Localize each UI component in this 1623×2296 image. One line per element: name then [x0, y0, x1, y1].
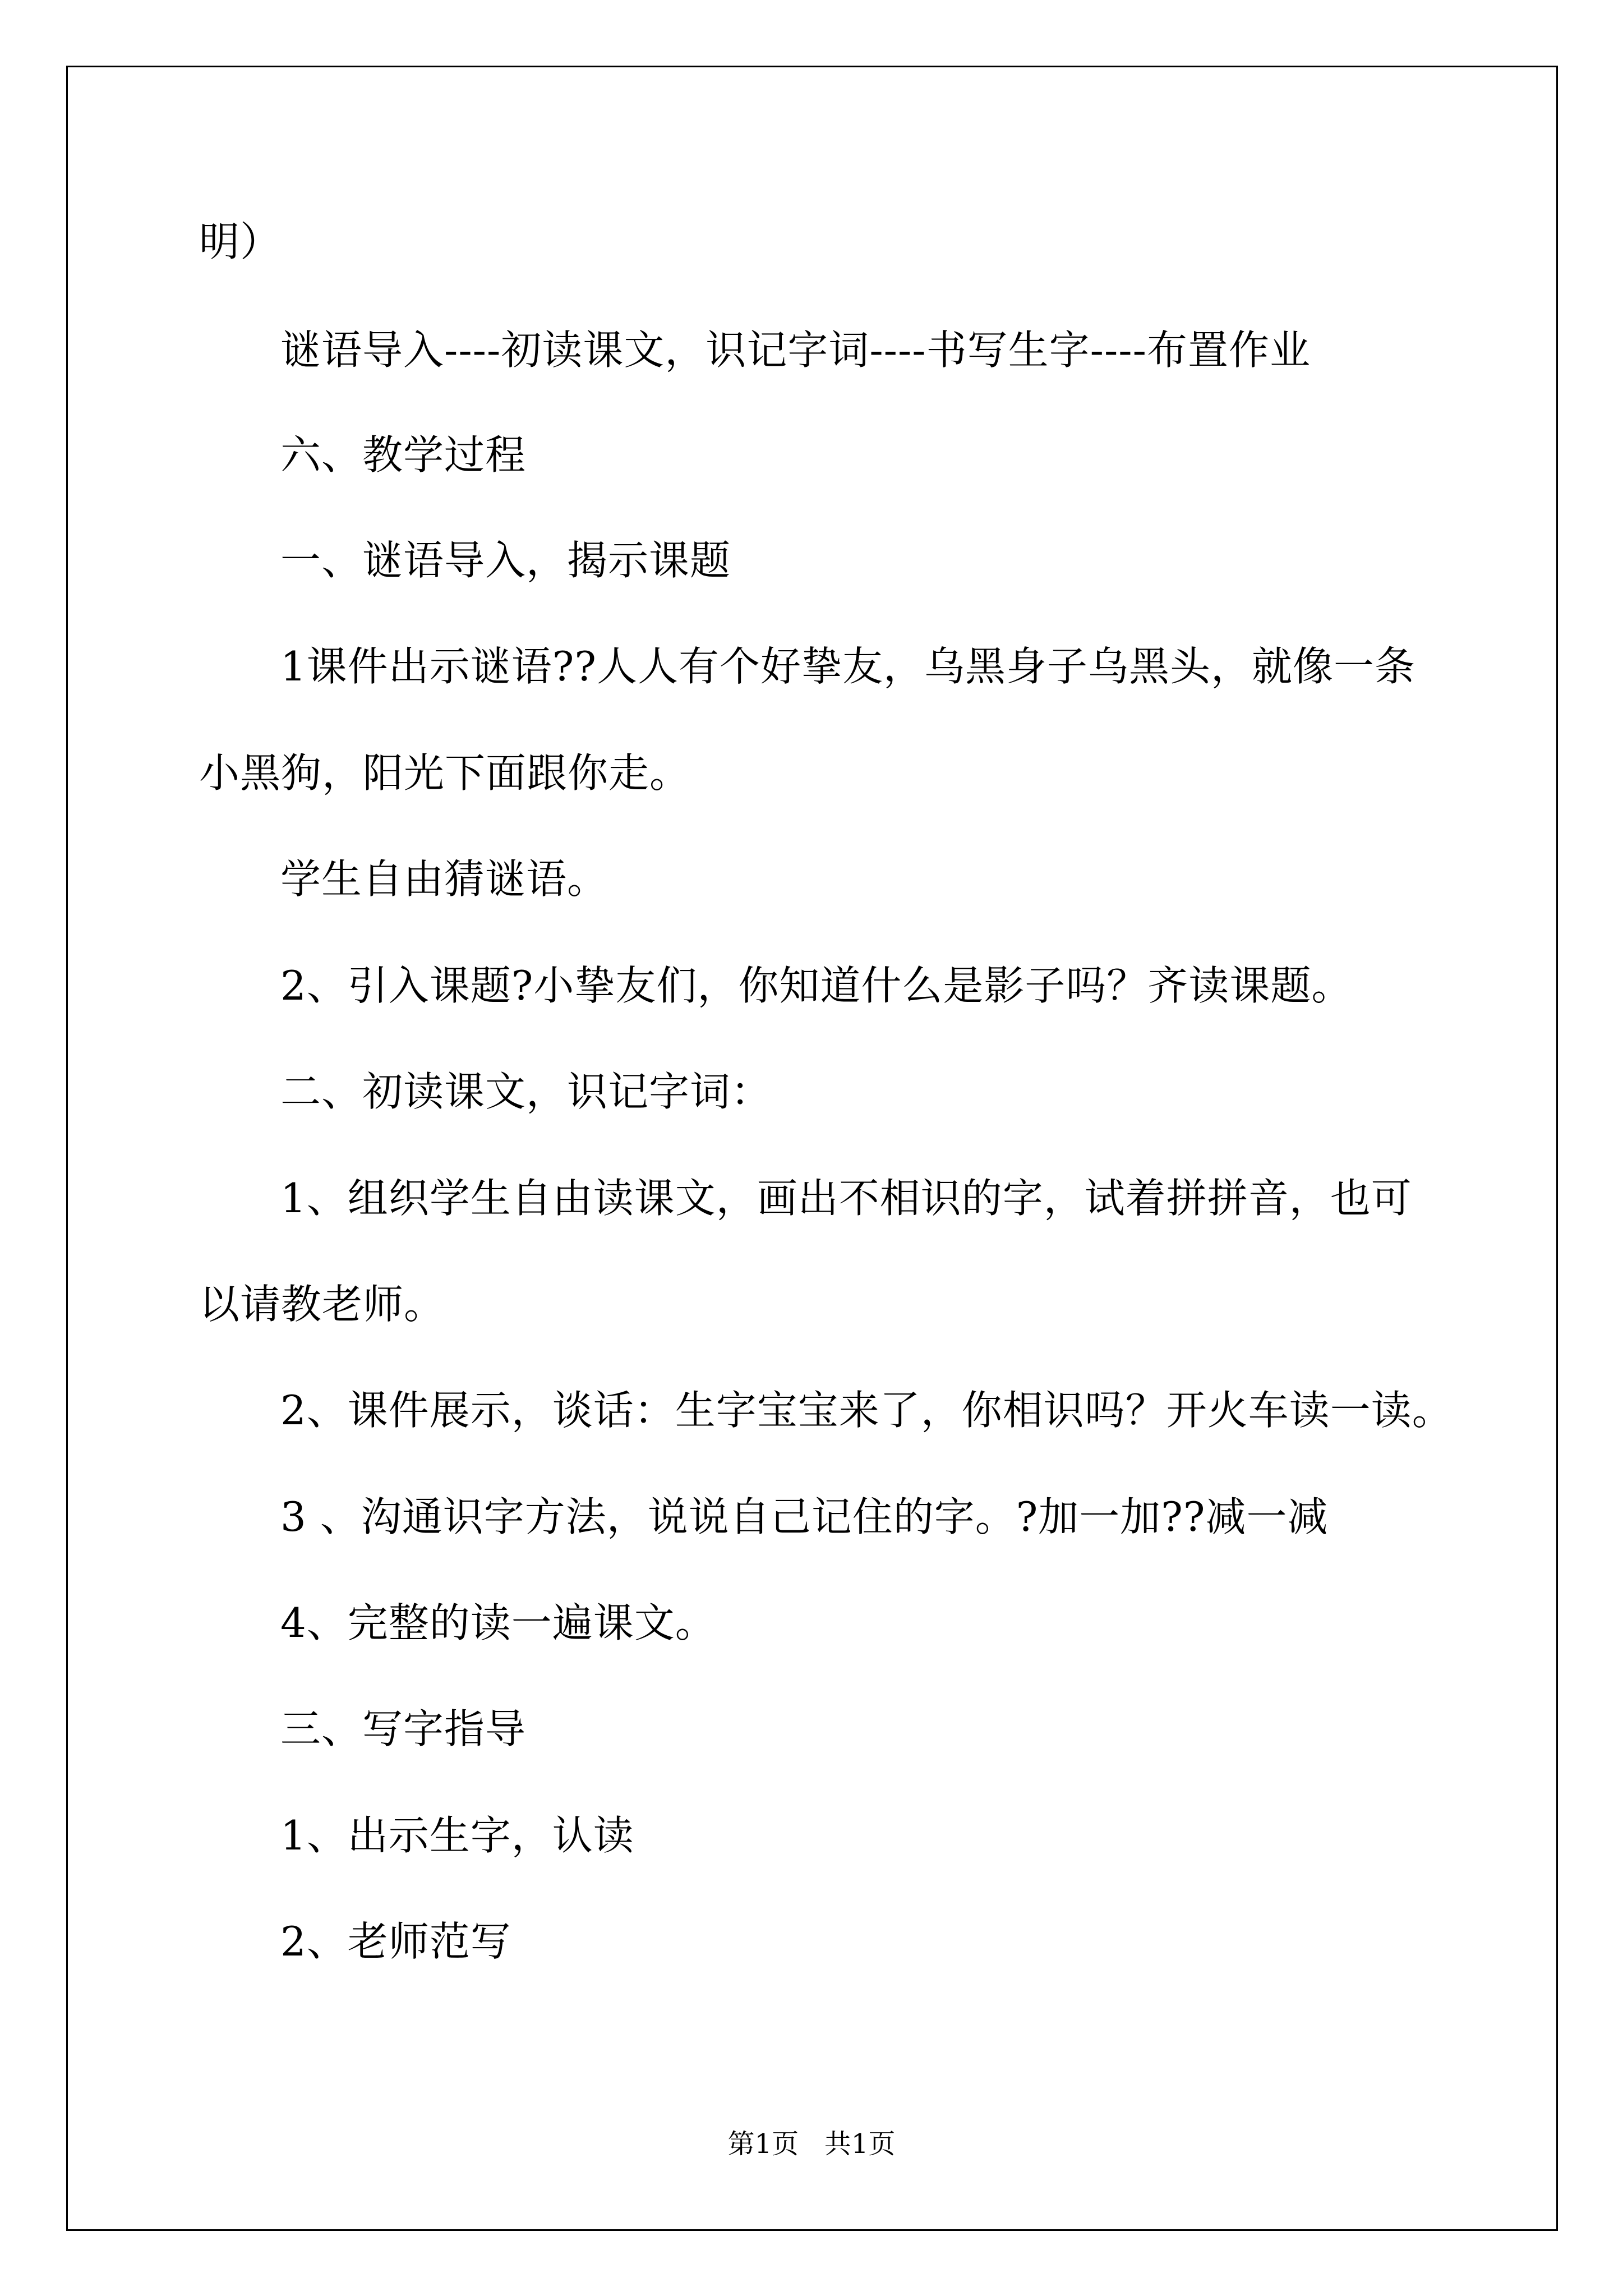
text-line-item: 3 、沟通识字方法，说说自己记住的字。?加一加??减一减	[280, 1493, 1329, 1540]
text-line-item: 2、引入课题?小挚友们，你知道什么是影子吗？齐读课题。	[280, 962, 1353, 1009]
section-heading-writing-guidance: 三、写字指导	[280, 1705, 527, 1752]
text-line-item: 4、完整的读一遍课文。	[280, 1599, 716, 1646]
text-line-item-continuation: 小黑狗，阳光下面跟你走。	[199, 749, 691, 797]
page-border	[66, 66, 1558, 2231]
text-line-continuation: 明）	[199, 218, 282, 265]
section-heading-riddle-intro: 一、谜语导入，揭示课题	[280, 537, 731, 584]
text-line-item: 2、老师范写	[280, 1918, 511, 1965]
text-line-item: 1、组织学生自由读课文，画出不相识的字，试着拼拼音，也可	[280, 1175, 1412, 1222]
text-line-item: 1、出示生字，认读	[280, 1812, 634, 1859]
section-heading-first-reading: 二、初读课文，识记字词：	[280, 1068, 772, 1115]
text-line-item-continuation: 以请教老师。	[199, 1281, 445, 1328]
page-number-footer: 第1页 共1页	[727, 2128, 896, 2160]
text-line-item: 1课件出示谜语??人人有个好挚友，乌黑身子乌黑头，就像一条	[280, 643, 1416, 690]
section-heading-teaching-process: 六、教学过程	[280, 431, 527, 478]
text-line-item: 2、课件展示，谈话：生字宝宝来了，你相识吗？开火车读一读。	[280, 1387, 1453, 1434]
text-line-item: 学生自由猜谜语。	[280, 855, 608, 903]
text-line-flow: 谜语导入----初读课文，识记字词----书写生字----布置作业	[280, 326, 1311, 374]
